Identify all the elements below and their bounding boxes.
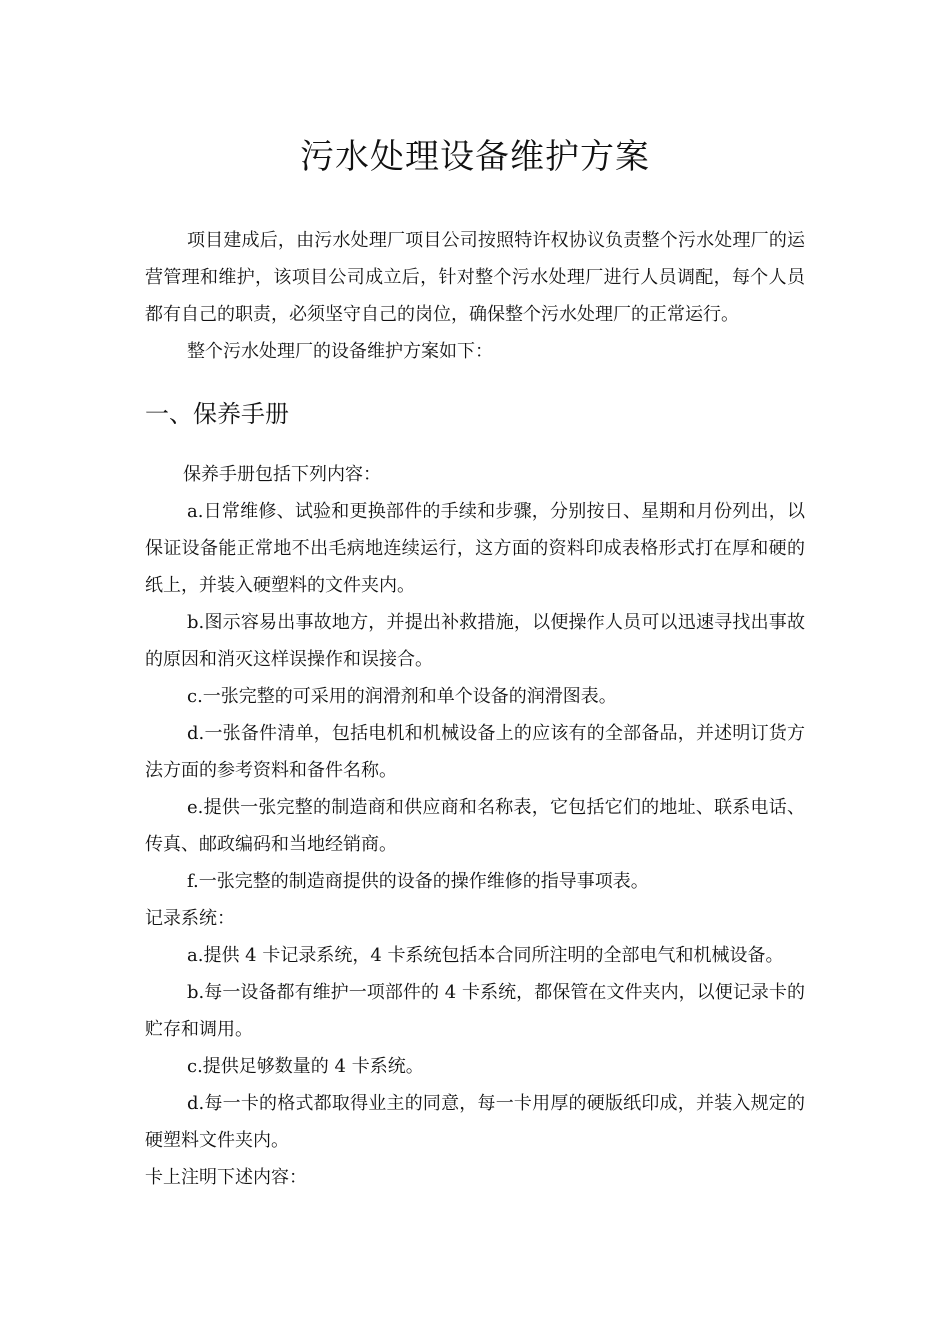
manual-item-e: e.提供一张完整的制造商和供应商和名称表，它包括它们的地址、联系电话、传真、邮政编码和当地经销商。 xyxy=(145,797,805,855)
manual-item-f: f.一张完整的制造商提供的设备的操作维修的指导事项表。 xyxy=(187,871,649,892)
manual-lead-paragraph: 保养手册包括下列内容： xyxy=(183,464,381,485)
document-body xyxy=(145,222,805,1196)
section-heading-maintenance-manual: 一、保养手册 xyxy=(145,400,289,428)
record-item-b: b.每一设备都有维护一项部件的 4 卡系统，都保管在文件夹内，以便记录卡的贮存和调用。 xyxy=(145,982,805,1040)
record-system-label: 记录系统： xyxy=(145,908,235,929)
document-title: 污水处理设备维护方案 xyxy=(300,137,650,177)
manual-item-d: d.一张备件清单，包括电机和机械设备上的应该有的全部备品，并述明订货方法方面的参考资料和备件名称。 xyxy=(145,723,805,781)
intro-paragraph-1: 项目建成后，由污水处理厂项目公司按照特许权协议负责整个污水处理厂的运营管理和维护，该项目公司成立后，针对整个污水处理厂进行人员调配，每个人员都有自己的职责，必须坚守自己的岗位，确保整个污水处理厂的正常运行。 xyxy=(145,230,805,325)
intro-paragraph-2: 整个污水处理厂的设备维护方案如下： xyxy=(187,341,493,362)
manual-item-a: a.日常维修、试验和更换部件的手续和步骤，分别按日、星期和月份列出，以保证设备能正常地不出毛病地连续运行，这方面的资料印成表格形式打在厚和硬的纸上，并装入硬塑料的文件夹内。 xyxy=(145,501,805,596)
manual-item-c: c.一张完整的可采用的润滑剂和单个设备的润滑图表。 xyxy=(187,686,617,707)
record-item-c: c.提供足够数量的 4 卡系统。 xyxy=(187,1056,424,1077)
record-item-d: d.每一卡的格式都取得业主的同意，每一卡用厚的硬版纸印成，并装入规定的硬塑料文件夹内。 xyxy=(145,1093,805,1151)
card-contents-label: 卡上注明下述内容： xyxy=(145,1167,307,1188)
record-item-a: a.提供 4 卡记录系统，4 卡系统包括本合同所注明的全部电气和机械设备。 xyxy=(187,945,784,966)
manual-item-b: b.图示容易出事故地方，并提出补救措施，以便操作人员可以迅速寻找出事故的原因和消灭这样误操作和误接合。 xyxy=(145,612,805,670)
